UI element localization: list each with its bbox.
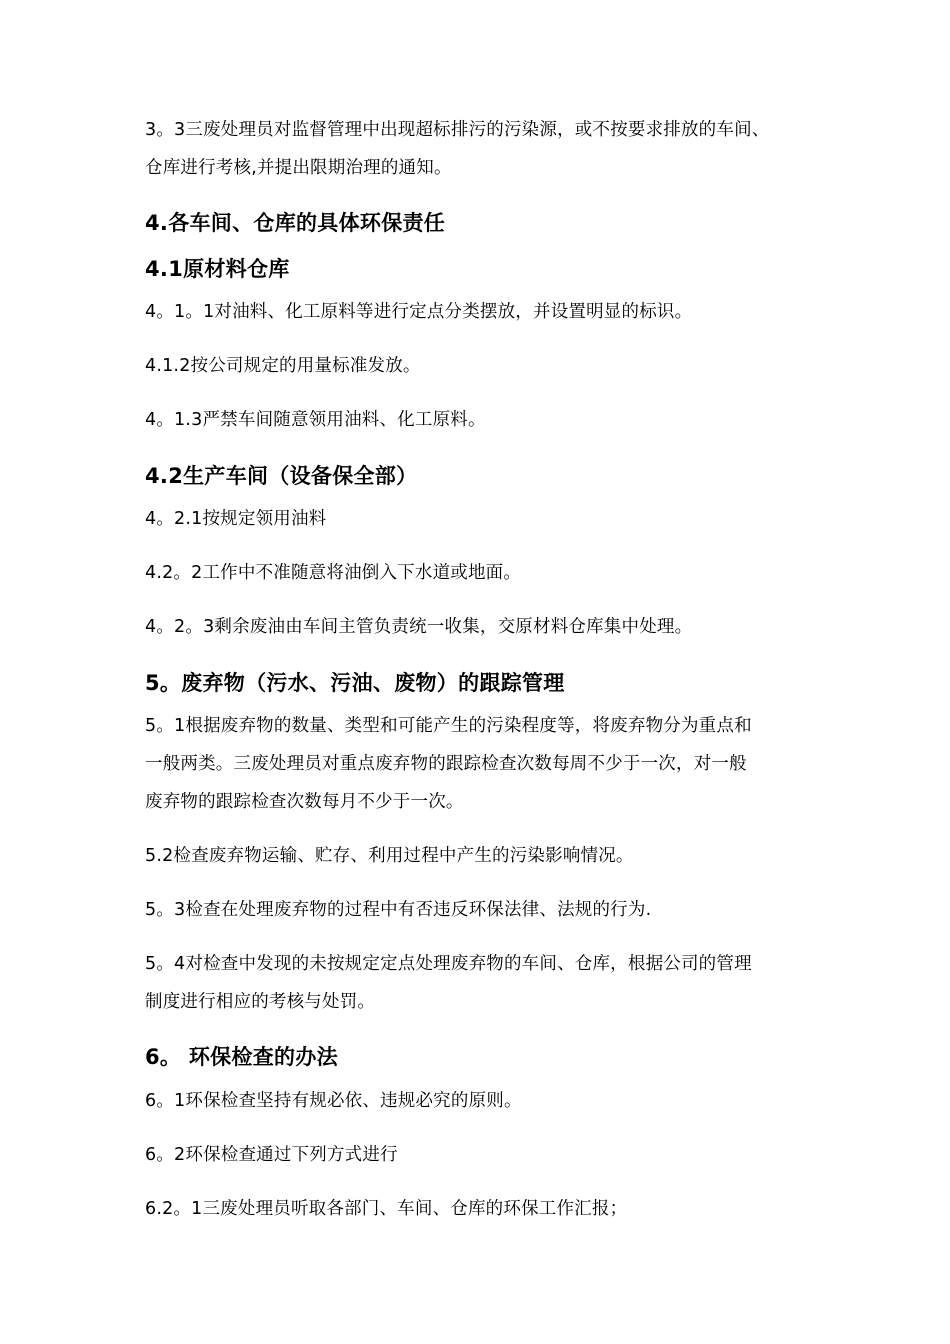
paragraph-6-2-1: 6.2。1三废处理员听取各部门、车间、仓库的环保工作汇报； xyxy=(145,1199,628,1219)
paragraph-5-4-line-2: 制度进行相应的考核与处罚。 xyxy=(145,992,376,1012)
paragraph-5-1-line-1: 5。1根据废弃物的数量、类型和可能产生的污染程度等，将废弃物分为重点和 xyxy=(145,716,752,736)
paragraph-4-1-2: 4.1.2按公司规定的用量标准发放。 xyxy=(145,356,421,376)
paragraph-4-1-3: 4。1.3严禁车间随意领用油料、化工原料。 xyxy=(145,410,486,430)
paragraph-4-1-1: 4。1。1对油料、化工原料等进行定点分类摆放，并设置明显的标识。 xyxy=(145,302,693,322)
subsection-heading-4-1: 4.1原材料仓库 xyxy=(145,257,290,281)
paragraph-3-3-line-2: 仓库进行考核,并提出限期治理的通知。 xyxy=(145,158,452,178)
section-heading-6: 6。 环保检查的办法 xyxy=(145,1045,338,1069)
paragraph-3-3-line-1: 3。3三废处理员对监督管理中出现超标排污的污染源，或不按要求排放的车间、 xyxy=(145,120,770,140)
paragraph-5-2: 5.2检查废弃物运输、贮存、利用过程中产生的污染影响情况。 xyxy=(145,846,634,866)
subsection-heading-4-2: 4.2生产车间（设备保全部） xyxy=(145,464,418,488)
paragraph-5-1-line-3: 废弃物的跟踪检查次数每月不少于一次。 xyxy=(145,792,464,812)
paragraph-4-2-1: 4。2.1按规定领用油料 xyxy=(145,509,327,529)
section-heading-5: 5。废弃物（污水、污油、废物）的跟踪管理 xyxy=(145,671,565,695)
paragraph-5-1-line-2: 一般两类。三废处理员对重点废弃物的跟踪检查次数每周不少于一次，对一般 xyxy=(145,754,747,774)
paragraph-5-3: 5。3检查在处理废弃物的过程中有否违反环保法律、法规的行为. xyxy=(145,900,652,920)
paragraph-4-2-3: 4。2。3剩余废油由车间主管负责统一收集，交原材料仓库集中处理。 xyxy=(145,617,693,637)
paragraph-6-1: 6。1环保检查坚持有规必依、违规必究的原则。 xyxy=(145,1091,522,1111)
paragraph-4-2-2: 4.2。2工作中不准随意将油倒入下水道或地面。 xyxy=(145,563,522,583)
section-heading-4: 4.各车间、仓库的具体环保责任 xyxy=(145,211,446,235)
paragraph-5-4-line-1: 5。4对检查中发现的未按规定定点处理废弃物的车间、仓库，根据公司的管理 xyxy=(145,954,752,974)
paragraph-6-2: 6。2环保检查通过下列方式进行 xyxy=(145,1145,398,1165)
